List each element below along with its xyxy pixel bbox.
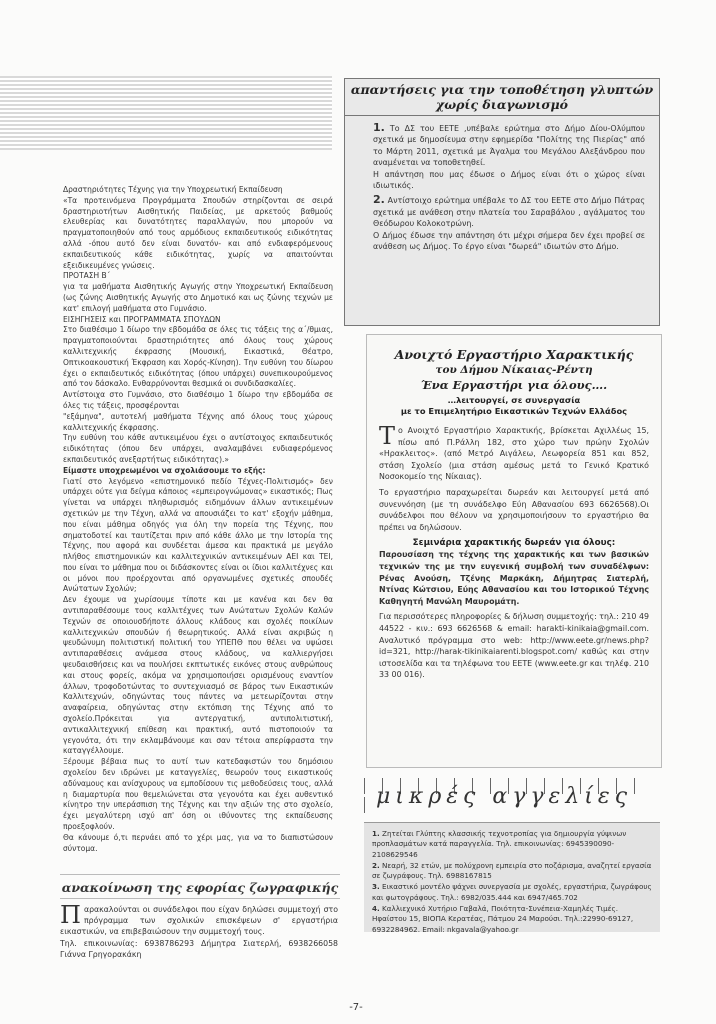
article-paragraph: Αντίστοιχα στο Γυμνάσιο, στο διαθέσιμο 1 δίωρο την εβδομάδα σε όλες τις τάξεις, προσφέρονται — [63, 390, 333, 410]
article-paragraph: Δραστηριότητες Τέχνης για την Υποχρεωτική Εκπαίδευση — [63, 185, 283, 194]
classified-ad — [372, 882, 652, 903]
article-paragraph: για τα μαθήματα Αισθητικής Αγωγής στην Υποχρεωτική Εκπαίδευση (ως ζώνης Αισθητικής Αγωγής στο Δημοτικό και ως ζώνης τεχνών με κατ' επιλογή μαθήματα στο Γυμνάσιο. — [63, 282, 333, 313]
box-title-line: χωρίς διαγωνισμό — [435, 97, 569, 112]
answer-reply: Η απάντηση που μας έδωσε ο Δήμος είναι ότι ο χώρος είναι ιδιωτικός. — [373, 169, 645, 191]
answer-reply: Ο Δήμος έδωσε την απάντηση ότι μέχρι σήμερα δεν έχει προβεί σε ανάθεση ως Δήμος. Το έργο είναι "δωρεά" ιδιωτών στο Δήμο. — [373, 230, 645, 252]
ad-text: Εικαστικό μοντέλο ψάχνει συνεργασία με σχολές, εργαστήρια, ζωγράφους και φωτογράφους. Τηλ.: 6982/035.444 και 6947/465.702 — [372, 882, 652, 902]
article-paragraph: Είμαστε υποχρεωμένοι να σχολιάσουμε το εξής: — [63, 465, 266, 475]
classified-ad — [372, 829, 652, 860]
workshop-usage: Το εργαστήριο παραχωρείται δωρεάν και λειτουργεί μετά από συνεννόηση (με τη συνάδελφο Εύη Αθανασίου 693 6626568).Οι συνάδελφοι που θέλουν να χρησιμοποιήσουν το εργαστήριο θα πρέπει να δηλώσουν. — [379, 487, 649, 532]
divider — [60, 898, 340, 899]
printmaking-workshop-box — [366, 334, 662, 768]
answer-item — [373, 194, 645, 229]
ad-number: 1. — [372, 829, 380, 838]
workshop-cooperation: με το Επιμελητήριο Εικαστικών Τεχνών Ελλάδος — [400, 406, 628, 416]
workshop-title: Ανοιχτό Εργαστήριο Χαρακτικής — [394, 347, 634, 362]
paragraph: ο Ανοιχτό Εργαστήριο Χαρακτικής, βρίσκεται Αχιλλέως 15, πίσω από Π.Ράλλη 182, στο χώρο των πρώην Σχολών «Ηρακλειτος». (από Μετρό Αιγάλεω, Λεωφορεία 851 και 852, στάση Σχολείο (μια στάση αμέσως μετά το Γενικό Κρατικό Νοσοκομείο της Νίκαιας). — [379, 426, 649, 482]
workshop-subtitle: του Δήμου Νίκαιας-Ρέντη — [435, 364, 593, 376]
classifieds-box — [364, 822, 660, 932]
item-number: 1. — [373, 121, 385, 134]
article-body — [63, 185, 333, 854]
classified-ad — [372, 861, 652, 882]
box-title — [345, 79, 659, 112]
article-paragraph: Γιατί στο λεγόμενο «επιστημονικό πεδίο Τέχνες-Πολιτισμός» δεν υπάρχει ούτε για δείγμα κάποιος «εμπειρογνώμονας» εικαστικός; Πως γίνεται να υπάρχει πληθωρισμός ειδημόνων άλλων αντικειμένων σχετικών με την Τέχνη, αλλά να απουσιάζει το κατ' εξοχήν μάθημα, που είναι μάθημα οδηγός για όλη την πορεία της Τέχνης, που σηματοδοτεί και ταυτίζεται πριν από κάθε άλλο με την Ιστορία της Τέχνης, που αφορά και συνδέεται άμεσα και πρακτικά με μεγάλο πλήθος επιστημονικών και καλλιτεχνικών αντικειμένων ΑΕΙ και ΤΕΙ, που είναι το μάθημα που οι διδάσκοντες είναι οι ίδιοι καλλιτέχνες και οι μόνοι που προέρχονται από οργανωμένες σχετικές σπουδές Ανώτατων Σχολών; — [63, 476, 333, 594]
workshop-cooperation: …λειτουργεί, σε συνεργασία — [447, 395, 581, 405]
answer-item — [373, 122, 645, 169]
article-paragraph: ΠΡΟΤΑΣΗ Β΄ — [63, 271, 111, 281]
ad-number: 3. — [372, 882, 380, 892]
seminar-title: Σεμινάρια χαρακτικής δωρεάν για όλους: — [412, 538, 616, 549]
announcement-body — [60, 901, 338, 960]
seminar-description: Παρουσίαση της τέχνης της χαρακτικής και των βασικών τεχνικών της με την ευγενική συμβολή των συναδέλφων: Ρένας Ανούση, Τζένης Μαρκάκη, Δήμητρας Σιατερλή, Ντίνας Κώτσιου, Εύης Αθανασίου και του Ιστορικού Τέχνης Καθηγητή Μανώλη Μαυρομάτη. — [379, 550, 649, 606]
item-text: Αντίστοιχο ερώτημα υπέβαλε το ΔΣ του ΕΕΤΕ στο Δήμο Πάτρας σχετικά με ανάθεση στην πλατεία του Σαραβάλου , αγάλματος του Θεόδωρου Κολοκοτρώνη. — [373, 196, 645, 229]
dropcap: Π — [60, 901, 81, 929]
classifieds-list — [364, 823, 660, 942]
ad-text: Καλλιεχνικό Χυτήριο Γαβαλά, Ποιότητα-Συνέπεια-Χαμηλές Τιμές. Ηφαίστου 15, ΒΙΟΠΑ Κερατέας, Πάτμου 24 Μαρούσι. Τηλ.:22990-69127, 6932284962. Email: nkgavala@yahoo.gr — [372, 904, 634, 934]
item-text: Το ΔΣ του ΕΕΤΕ ,υπέβαλε ερώτημα στο Δήμο Δίου-Ολύμπου σχετικά με δημοσίευμα στην εφημερίδα "Πολίτης της Πιερίας" από το Μάρτη 2011, σχετικά με Άγαλμα του Μεγάλου Αλεξάνδρου που αναμένεται να τοποθετηθεί. — [373, 124, 645, 168]
article-paragraph: Ξέρουμε βέβαια πως το αυτί των κατεδαφιστών του δημόσιου σχολείου δεν ιδρώνει με καταγγελίες, θεωρούν τους εικαστικούς αδύναμους και ανίσχυρους να εμποδίσουν τις μεθοδεύσεις τους, αλλά η διαμαρτυρία που θεμελιώνεται στα γεγονότα και έχει αυθεντικό κίνητρο την υπεράσπιση της Τέχνης και την αξιών της στο σχολείο, έχει μεγαλύτερη ισχύ απ' όση οι ιθύνοντες της εκπαίδευσης προεξοφλούν. — [63, 757, 333, 832]
announcement-title: ανακοίνωση της εφορίας ζωγραφικής — [61, 880, 339, 895]
ad-text: Νεαρή, 32 ετών, με πολύχρονη εμπειρία στο ποζάρισμα, αναζητεί εργασία σε ζωγράφους. Τηλ. 6988167815 — [372, 860, 652, 881]
article-paragraph: "εξάμηνα", αυτοτελή μαθήματα Τέχνης από όλους τους χώρους καλλιτεχνικής έκφρασης. — [63, 411, 333, 432]
ad-text: Ζητείται Γλύπτης κλασσικής τεχνοτροπίας για δημιουργία γύψινων προπλασμάτων κατά παραγγελία. Τηλ. επικοινωνίας: 6945390090-2108629546 — [372, 829, 627, 859]
sculpture-answers-box — [344, 78, 660, 326]
article-paragraph: Την ευθύνη του κάθε αντικειμένου έχει ο αντίστοιχος εκπαιδευτικός ειδικότητας (όπου δεν υπάρχει, αναλαμβάνει ενδιαφερόμενος εκπαιδευτικός ανεξαρτήτως ειδικότητας).» — [63, 433, 333, 464]
article-paragraph: «Τα προτεινόμενα Προγράμματα Σπουδών στηρίζονται σε σειρά δραστηριοτήτων Αισθητικής Παιδείας, με αρκετούς βαθμούς ελευθερίας και δυνατότητες παραλλαγών, που μπορούν να πραγματοποιηθούν από τους αρμόδιους εκπαιδευτικούς ειδικότητας αλλά -όπου αυτό δεν είναι δυνατόν- και από ενδιαφερόμενους εκπαιδευτικούς κάθε ειδικότητας, χωρίς να απαιτούνται εξειδικευμένες γνώσεις. — [63, 195, 333, 270]
item-number: 2. — [373, 193, 385, 207]
dropcap: Τ — [379, 422, 396, 450]
ad-number: 4. — [372, 904, 380, 914]
divider — [60, 874, 340, 875]
box-title-line: απαντήσεις για την τοποθέτηση γλυπτών — [350, 82, 654, 97]
workshop-tagline: Ένα Εργαστήρι για όλους…. — [420, 378, 608, 392]
page-number: -7- — [349, 1002, 363, 1013]
article-paragraph: Θα κάνουμε ό,τι περνάει από το χέρι μας, για να το διαπιστώσουν σύντομα. — [63, 832, 333, 853]
article-paragraph: ΕΙΣΗΓΗΣΕΙΣ και ΠΡΟΓΡΑΜΜΑΤΑ ΣΠΟΥΔΩΝ — [63, 314, 221, 324]
classifieds-title: μικρές αγγελίες — [375, 784, 633, 809]
workshop-location — [379, 422, 649, 483]
decorative-stripes — [0, 76, 332, 150]
article-paragraph: Δεν έχουμε να χωρίσουμε τίποτε και με κανένα και δεν θα αντιπαραθέσουμε τους καλλιτέχνες των Ανώτατων Σχολών Καλών Τεχνών σε οποιουσδήποτε άλλους κλάδους και σχολές ποικίλων καλλιτεχνικών σπουδών ή θεωρητικούς. Αλλά είναι ακριβώς η ψευδώνυμη πολιτιστική πολιτική του ΥΠΕΠΘ που θέλει να υψώσει αντιπαραθέσεις ανάμεσα στους κλάδους, να καλλιεργήσει ψευδαισθήσεις και να πουλήσει εκπτωτικές εικόνες στους ανθρώπους και στους φορείς, ακόμα να χρησιμοποιήσει ορισμένους εναντίον άλλων, τροφοδοτώντας το συντεχνιασμό σε βάρος των Εικαστικών Καλλιτεχνών, οδηγώντας τους πάντες να μετεωρίζονται στην αναφαίρεια, οδηγώντας στην εκτόπιση της Τέχνης από το σχολείο.Πρόκειται για αντεργατική, αντιπολιτιστική, αντικαλλιτεχνική επίθεση και πρακτική, αυτό πιστοποιούν τα γεγονότα, ότι την εκλαμβάνουμε και σαν τέτοια απερίφραστα την καταγγέλλουμε. — [63, 595, 333, 756]
workshop-contact: Για περισσότερες πληροφορίες & δήλωση συμμετοχής: τηλ.: 210 49 44522 - κιν.: 693 6626568 & email: harakti-kinikaia@gmail.com. Αναλυτικό πρόγραμμα στο web: http://www.eete.gr/news.php?id=321, http://harak-tikinikaiarenti.blogspot.com/ καθώς και στην ιστοσελίδα και τα τηλέφωνα του ΕΕΤΕ (www.eete.gr και τηλέφ. 210 33 00 016). — [379, 612, 649, 680]
ad-number: 2. — [372, 860, 380, 870]
workshop-body — [367, 417, 661, 681]
announcement-contact: Τηλ. επικοινωνίας: 6938786293 Δήμητρα Σιατερλή, 6938266058 Γιάννα Γρηγορακάκη — [60, 938, 338, 959]
box-body — [345, 116, 659, 252]
announcement-text: αρακαλούνται οι συνάδελφοι που είχαν δηλώσει συμμετοχή στο πρόγραμμα των σχολικών επισκέψεων σ' εργαστήρια εικαστικών, να επιβεβαιώσουν την συμμετοχή τους. — [60, 905, 338, 937]
article-paragraph: Στο διαθέσιμο 1 δίωρο την εβδομάδα σε όλες τις τάξεις της α΄/θμιας, πραγματοποιούνται δραστηριότητες από όλους τους χώρους καλλιτεχνικής έκφρασης (Μουσική, Εικαστικά, Θέατρο, Οπτικοακουστική Έκφραση και Χορός-Κίνηση). Την ευθύνη του δίωρου έχει ο εκπαιδευτικός ειδικότητας (όπου υπάρχει) συνεπικουρούμενος από τον δάσκαλο. Ενθαρρύνονται θεσμικά οι συνδιδασκαλίες. — [63, 325, 333, 389]
classified-ad — [372, 904, 652, 935]
